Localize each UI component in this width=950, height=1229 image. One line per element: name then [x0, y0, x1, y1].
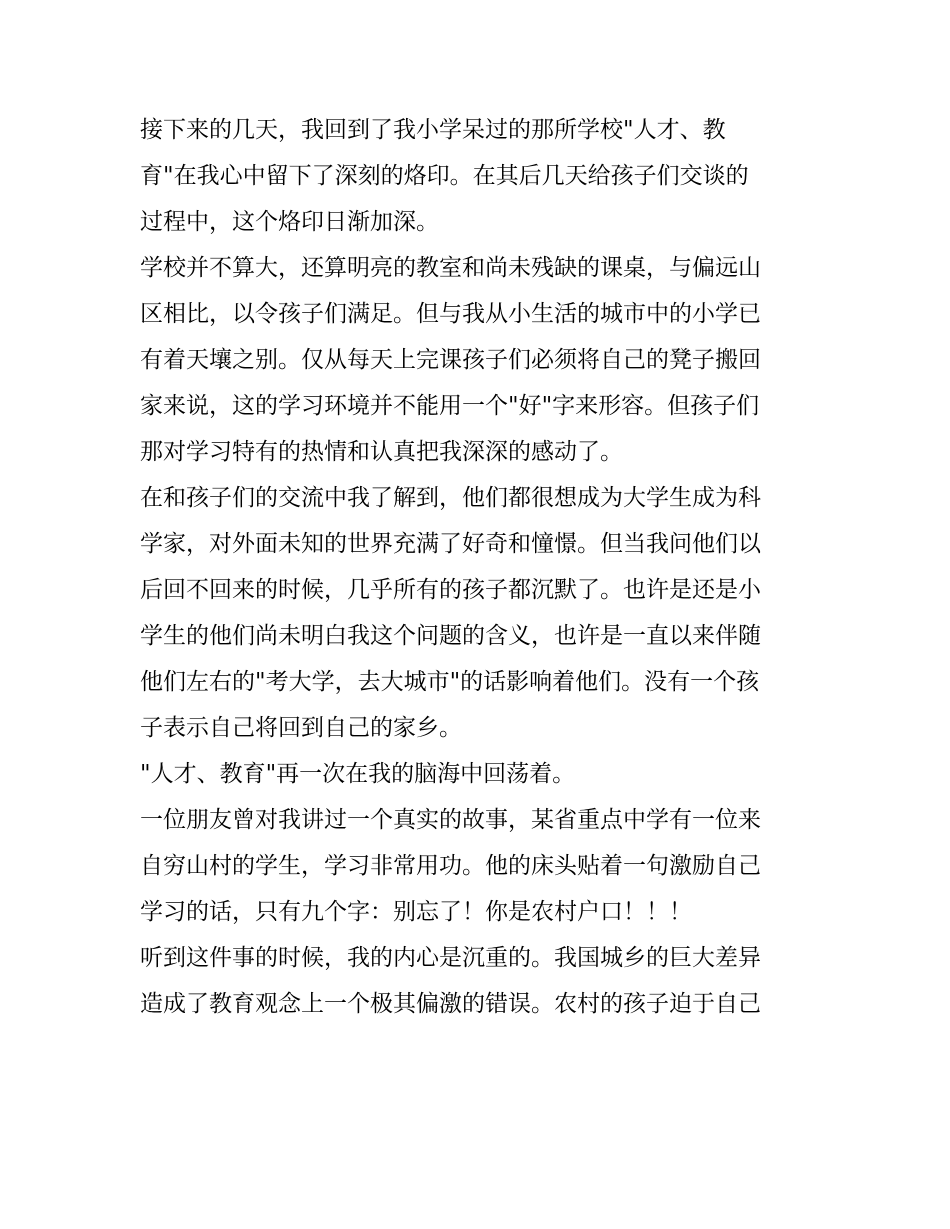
text-line: 过程中，这个烙印日渐加深。 [140, 209, 439, 235]
text-line: 一位朋友曾对我讲过一个真实的故事，某省重点中学有一位来 [140, 807, 761, 833]
text-line: 家来说，这的学习环境并不能用一个"好"字来形容。但孩子们 [140, 393, 760, 419]
text-line: 区相比，以令孩子们满足。但与我从小生活的城市中的小学已 [140, 301, 761, 327]
text-line: 接下来的几天，我回到了我小学呆过的那所学校"人才、教 [140, 117, 726, 143]
text-line: 学校并不算大，还算明亮的教室和尚未残缺的课桌，与偏远山 [140, 255, 761, 281]
text-line: 学生的他们尚未明白我这个问题的含义，也许是一直以来伴随 [140, 623, 761, 649]
text-line: 那对学习特有的热情和认真把我深深的感动了。 [140, 439, 623, 465]
text-line: 听到这件事的时候，我的内心是沉重的。我国城乡的巨大差异 [140, 945, 761, 971]
text-line: 有着天壤之别。仅从每天上完课孩子们必须将自己的凳子搬回 [140, 347, 761, 373]
text-line: 育"在我心中留下了深刻的烙印。在其后几天给孩子们交谈的 [140, 163, 749, 189]
text-line: 学家，对外面未知的世界充满了好奇和憧憬。但当我问他们以 [140, 531, 761, 557]
essay-body [140, 107, 820, 1027]
text-line: 子表示自己将回到自己的家乡。 [140, 715, 462, 741]
text-line: 他们左右的"考大学，去大城市"的话影响着他们。没有一个孩 [140, 669, 760, 695]
text-line: "人才、教育"再一次在我的脑海中回荡着。 [140, 761, 576, 787]
text-line: 在和孩子们的交流中我了解到，他们都很想成为大学生成为科 [140, 485, 761, 511]
text-line: 自穷山村的学生，学习非常用功。他的床头贴着一句激励自己 [140, 853, 761, 879]
text-line: 后回不回来的时候，几乎所有的孩子都沉默了。也许是还是小 [140, 577, 761, 603]
text-line: 造成了教育观念上一个极其偏激的错误。农村的孩子迫于自己 [140, 991, 761, 1017]
text-line: 学习的话，只有九个字：别忘了！你是农村户口！！！ [140, 899, 692, 925]
